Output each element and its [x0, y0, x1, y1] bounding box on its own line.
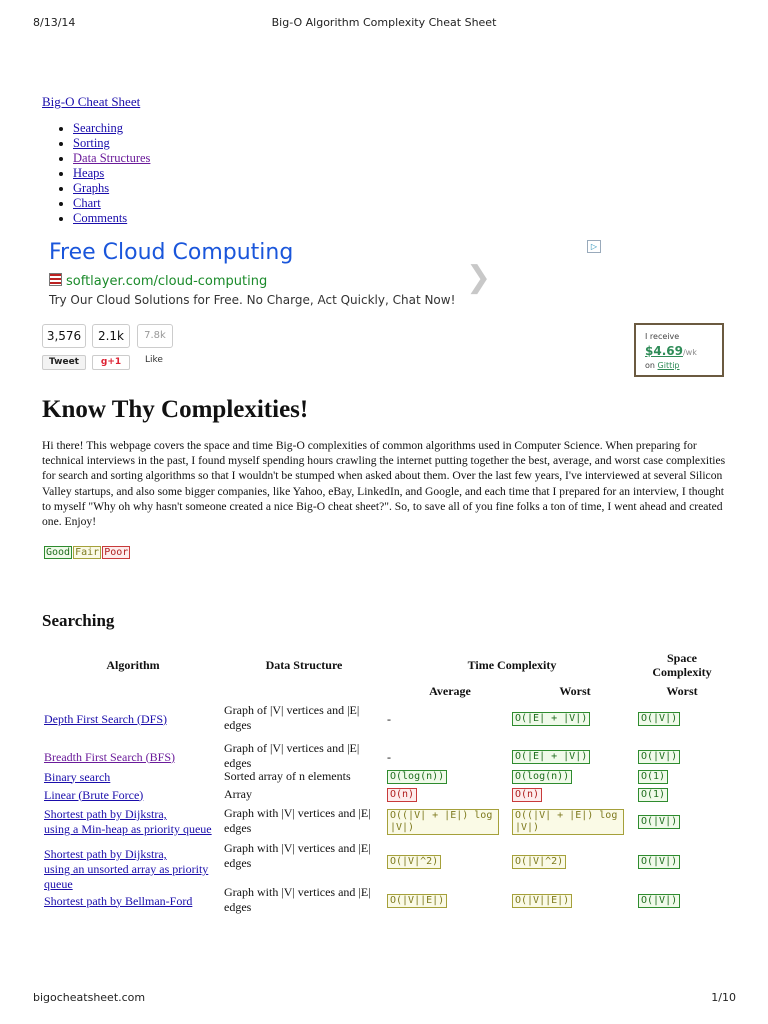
gplus-widget[interactable]: [92, 324, 130, 370]
table-row: [0, 841, 768, 891]
row-data-structure: Array: [224, 787, 252, 801]
row-data-structure: Graph with |V| vertices and |E| edges: [224, 885, 371, 914]
legend-good: Good: [46, 547, 71, 558]
gplus-button[interactable]: [92, 355, 130, 370]
row-average: O(|V|^2): [387, 855, 441, 869]
nav-link-graphs[interactable]: Graphs: [73, 181, 110, 195]
ad-description: Try Our Cloud Solutions for Free. No Charge, Act Quickly, Chat Now!: [49, 293, 456, 307]
top-link[interactable]: Big-O Cheat Sheet: [42, 94, 141, 109]
row-average: -: [387, 749, 391, 764]
ad-url[interactable]: softlayer.com/cloud-computing: [66, 274, 268, 289]
col-header-space-complexity: Space Complexity: [652, 651, 712, 679]
like-count: 7.8k: [137, 324, 173, 348]
section-heading-searching: Searching: [42, 611, 115, 630]
google-plus-icon: g: [100, 357, 108, 367]
row-algorithm: [44, 750, 222, 765]
row-space: O(1): [638, 770, 668, 784]
algorithm-link[interactable]: Shortest path by Dijkstra,: [44, 807, 167, 821]
algorithm-link[interactable]: using a Min-heap as priority queue: [44, 822, 212, 836]
algorithm-link[interactable]: Shortest path by Bellman-Ford: [44, 893, 193, 908]
row-algorithm: [44, 788, 222, 803]
nav-link-comments[interactable]: Comments: [73, 211, 128, 225]
nav-link-data-structures[interactable]: Data Structures: [73, 151, 151, 165]
row-worst: O(log(n)): [512, 770, 572, 784]
row-algorithm: [44, 807, 222, 837]
legend: [44, 546, 131, 559]
nav-item-heaps: [73, 166, 150, 181]
algorithm-link[interactable]: Binary search: [44, 769, 111, 784]
page-heading: Know Thy Complexities!: [42, 396, 309, 423]
nav-link-chart[interactable]: Chart: [73, 196, 101, 210]
ad-title[interactable]: Free Cloud Computing: [49, 240, 294, 265]
legend-fair: Fair: [75, 547, 100, 558]
row-data-structure: Graph of |V| vertices and |E| edges: [224, 741, 360, 770]
col-header-algorithm: Algorithm: [106, 658, 160, 672]
row-data-structure: Graph with |V| vertices and |E| edges: [224, 806, 371, 835]
row-space: O(|V|): [638, 894, 680, 908]
like-widget[interactable]: [137, 324, 173, 365]
row-average: O(n): [387, 788, 417, 802]
algorithm-link[interactable]: Depth First Search (DFS): [44, 711, 167, 726]
row-worst: O(n): [512, 788, 542, 802]
row-worst: O(|E| + |V|): [512, 750, 590, 764]
nav-link-searching[interactable]: Searching: [73, 121, 123, 135]
flag-icon: [49, 273, 62, 286]
ad-url-row[interactable]: [49, 273, 267, 289]
footer-site: bigocheatsheet.com: [33, 991, 146, 1004]
col-header-data-structure: Data Structure: [265, 658, 343, 672]
col-header-space-worst: Worst: [666, 684, 698, 698]
table-row: [0, 769, 768, 785]
row-worst: O((|V| + |E|) log |V|): [512, 809, 624, 835]
print-title: Big-O Algorithm Complexity Cheat Sheet: [271, 16, 497, 29]
row-worst: O(|V||E|): [512, 894, 572, 908]
gplus-count: 2.1k: [92, 324, 130, 348]
gittip-badge[interactable]: [634, 323, 724, 377]
row-algorithm: [44, 712, 222, 727]
legend-poor: Poor: [104, 547, 129, 558]
gittip-per: /wk: [682, 348, 697, 357]
nav-item-searching: [73, 121, 150, 136]
algorithm-link[interactable]: using an unsorted array as priority queue: [44, 862, 209, 891]
row-space: O(|V|): [638, 855, 680, 869]
chevron-right-icon[interactable]: ❯: [466, 260, 492, 295]
nav-item-comments: [73, 211, 150, 226]
tweet-widget[interactable]: [42, 324, 86, 370]
row-data-structure: Graph with |V| vertices and |E| edges: [224, 841, 371, 870]
section-nav: [57, 121, 150, 226]
gittip-label: I receive: [645, 332, 680, 341]
gittip-amount[interactable]: $4.69: [645, 344, 683, 358]
tweet-count: 3,576: [42, 324, 86, 348]
row-space: O(1): [638, 788, 668, 802]
gplus-label: +1: [107, 357, 122, 367]
col-header-average: Average: [429, 684, 471, 698]
tweet-button[interactable]: Tweet: [42, 355, 86, 370]
ad-banner[interactable]: [42, 236, 604, 316]
algorithm-link[interactable]: Shortest path by Dijkstra,: [44, 847, 167, 861]
like-button[interactable]: Like: [145, 355, 163, 365]
algorithm-link[interactable]: Breadth First Search (BFS): [44, 749, 175, 764]
gittip-amount-row[interactable]: [645, 344, 697, 358]
nav-link-sorting[interactable]: Sorting: [73, 136, 110, 150]
table-row: [0, 885, 768, 917]
row-algorithm: [44, 770, 222, 785]
row-space: O(|V|): [638, 750, 680, 764]
footer-page-number: 1/10: [711, 991, 736, 1004]
col-header-worst: Worst: [559, 684, 591, 698]
table-row: [0, 703, 768, 735]
table-row: [0, 806, 768, 838]
intro-paragraph: Hi there! This webpage covers the space and time Big-O complexities of common algorithms used in Computer Science. When preparing for technical interviews in the past, I found myself spending hours crawling the internet putting together the best, average, and worst case complexities for search and sorting algorithms so that I wouldn't be stumped when asked about them. Over the last few years, I've interviewed at several Silicon Valley startups, and also some bigger companies, like Yahoo, eBay, LinkedIn, and Google, and each time that I prepared for an interview, I thought to myself "Why oh why hasn't someone created a nice Big-O cheat sheet?". So, to save all of you fine folks a ton of time, I went ahead and created one. Enjoy!: [42, 439, 726, 529]
gittip-link[interactable]: Gittip: [657, 361, 680, 370]
row-data-structure: Graph of |V| vertices and |E| edges: [224, 703, 360, 732]
row-average: O(|V||E|): [387, 894, 447, 908]
row-worst: O(|E| + |V|): [512, 712, 590, 726]
row-average: O((|V| + |E|) log |V|): [387, 809, 499, 835]
row-worst: O(|V|^2): [512, 855, 566, 869]
print-date: 8/13/14: [33, 16, 76, 29]
row-space: O(|V|): [638, 815, 680, 829]
row-average: O(log(n)): [387, 770, 447, 784]
gittip-on-row: [645, 361, 680, 370]
nav-item-chart: [73, 196, 150, 211]
nav-item-data-structures: [73, 151, 150, 166]
nav-item-sorting: [73, 136, 150, 151]
adchoices-icon[interactable]: ▷: [587, 240, 601, 253]
gittip-on: on: [645, 361, 655, 370]
table-row: [0, 787, 768, 803]
row-space: O(|V|): [638, 712, 680, 726]
algorithm-link[interactable]: Linear (Brute Force): [44, 787, 144, 802]
col-header-time-complexity: Time Complexity: [467, 658, 557, 672]
nav-link-heaps[interactable]: Heaps: [73, 166, 105, 180]
row-algorithm: [44, 894, 222, 909]
row-average: -: [387, 711, 391, 726]
row-data-structure: Sorted array of n elements: [224, 769, 351, 783]
nav-item-graphs: [73, 181, 150, 196]
